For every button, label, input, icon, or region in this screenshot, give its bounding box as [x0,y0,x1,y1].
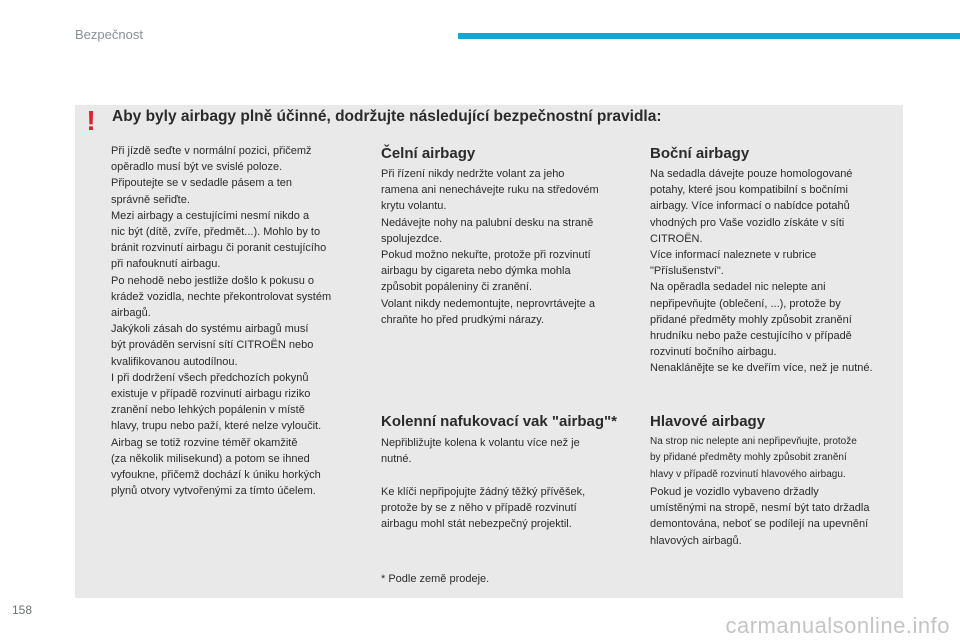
head-airbags-text-small: Na strop nic nelepte ani nepřipevňujte, protože by přidané předměty mohly způsobit zranění hlavy v případě rozvinutí hlavového airbagu. [650,436,857,480]
page-number: 158 [12,603,33,617]
knee-airbag-text-1: Nepřibližujte kolena k volantu více než je nutné. [381,437,580,466]
watermark: carmanualsonline.info [725,613,950,638]
header-accent-bar [458,33,960,39]
section-label: Bezpečnost [75,27,143,42]
head-airbags-text: Pokud je vozidlo vybaveno držadly umístěnými na stropě, nesmí být tato držadla demontována, neboť se podílejí na upevnění hlavových airbagů. [650,486,870,547]
general-rules-text: Při jízdě seďte v normální pozici, přičemž opěradlo musí být ve svislé poloze. Připoutejte se v sedadle pásem a ten správně seřiďte. Mezi airbagy a cestujícími nesmí nikdo a nic být (dítě, zvíře, předmět...). Mohlo by to bránit rozvinutí airbagu či poranit cestujícího při nafouknutí airbagu. Po nehodě nebo jestliže došlo k pokusu o krádež vozidla, nechte překontrolovat systém airbagů. Jakýkoli zásah do systému airbagů musí být prováděn servisní sítí CITROËN nebo kvalifikovanou autodílnou. I při dodržení všech předchozích pokynů existuje v případě rozvinutí airbagu riziko zranění nebo lehkých popálenin v místě hlavy, trupu nebo paží, které nelze vyloučit. Airbag se totiž rozvine téměř okamžitě (za několik milisekund) a potom se ihned vyfoukne, přičemž dochází k úniku horkých plynů otvory vytvořenými za tímto účelem. [111,145,332,498]
warning-title: Aby byly airbagy plně účinné, dodržujte následující bezpečnostní pravidla: [112,108,662,125]
side-airbags-heading: Boční airbagy [650,145,750,162]
footnote: * Podle země prodeje. [381,573,490,585]
front-airbags-heading: Čelní airbagy [381,145,476,162]
side-airbags-text: Na sedadla dávejte pouze homologované potahy, které jsou kompatibilní s bočními airbagy. Více informací o nabídce potahů vhodných pro Vaše vozidlo získáte v síti CITROËN. Více informací naleznete v rubrice "Příslušenství". Na opěradla sedadel nic nelepte ani nepřipevňujte (oblečení, ...), protože by přidané předměty mohly způsobit zranění hrudníku nebo paže cestujícího v případě rozvinutí bočního airbagu. Nenaklánějte se ke dveřím více, než je nutné. [650,168,873,375]
knee-airbag-text-2: Ke klíči nepřipojujte žádný těžký přívěšek, protože by se z něho v případě rozvinutí airbagu mohl stát nebezpečný projektil. [381,486,586,531]
exclamation-icon: ! [86,105,96,136]
knee-airbag-heading: Kolenní nafukovací vak "airbag"* [381,413,617,430]
front-airbags-text: Při řízení nikdy nedržte volant za jeho ramena ani nenechávejte ruku na středovém krytu volantu. Nedávejte nohy na palubní desku na straně spolujezdce. Pokud možno nekuřte, protože při rozvinutí airbagu by cigareta nebo dýmka mohla způsobit popáleniny či zranění. Volant nikdy nedemontujte, neprovrtávejte a chraňte ho před prudkými nárazy. [381,168,599,326]
head-airbags-heading: Hlavové airbagy [650,413,766,430]
